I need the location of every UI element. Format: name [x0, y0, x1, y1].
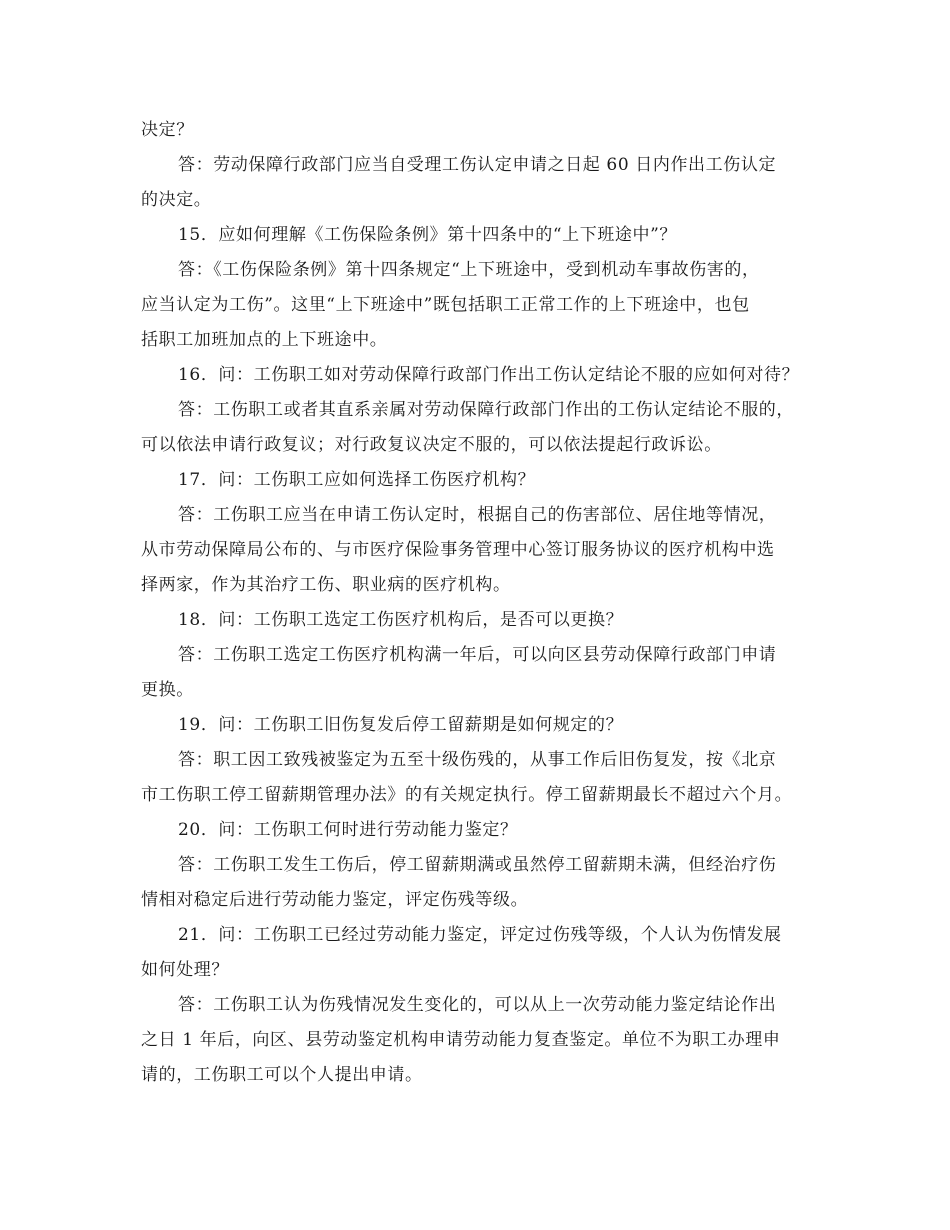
- text-line: 可以依法申请行政复议；对行政复议决定不服的，可以依法提起行政诉讼。: [141, 435, 722, 455]
- text-line: 市工伤职工停工留薪期管理办法》的有关规定执行。停工留薪期最长不超过六个月。: [141, 785, 793, 805]
- answer-line: 答：工伤职工应当在申请工伤认定时，根据自己的伤害部位、居住地等情况，: [178, 505, 777, 525]
- question-line: 15．应如何理解《工伤保险条例》第十四条中的“上下班途中”？: [178, 225, 678, 245]
- text-line: 之日 1 年后，向区、县劳动鉴定机构申请劳动能力复查鉴定。单位不为职工办理申: [141, 1030, 781, 1050]
- question-line: 19．问：工伤职工旧伤复发后停工留薪期是如何规定的？: [178, 715, 624, 735]
- question-line: 16．问：工伤职工如对劳动保障行政部门作出工伤认定结论不服的应如何对待？: [178, 365, 800, 385]
- text-line: 应当认定为工伤”。这里“上下班途中”既包括职工正常工作的上下班途中，也包: [141, 295, 750, 315]
- answer-line: 答：劳动保障行政部门应当自受理工伤认定申请之日起 60 日内作出工伤认定: [178, 155, 777, 175]
- answer-line: 答：工伤职工选定工伤医疗机构满一年后，可以向区县劳动保障行政部门申请: [178, 645, 777, 665]
- text-line: 更换。: [141, 680, 194, 700]
- text-line: 择两家，作为其治疗工伤、职业病的医疗机构。: [141, 575, 511, 595]
- answer-line: 答：工伤职工发生工伤后，停工留薪期满或虽然停工留薪期未满，但经治疗伤: [178, 855, 777, 875]
- answer-line: 答：工伤职工认为伤残情况发生变化的，可以从上一次劳动能力鉴定结论作出: [178, 995, 777, 1015]
- text-line: 情相对稳定后进行劳动能力鉴定，评定伤残等级。: [141, 890, 529, 910]
- question-line: 17．问：工伤职工应如何选择工伤医疗机构？: [178, 470, 536, 490]
- text-line: 从市劳动保障局公布的、与市医疗保险事务管理中心签订服务协议的医疗机构中选: [141, 540, 775, 560]
- answer-line: 答：工伤职工或者其直系亲属对劳动保障行政部门作出的工伤认定结论不服的，: [178, 400, 794, 420]
- answer-line: 答：《工伤保险条例》第十四条规定“上下班途中，受到机动车事故伤害的，: [178, 260, 760, 280]
- question-line: 20．问：工伤职工何时进行劳动能力鉴定？: [178, 820, 518, 840]
- text-line: 的决定。: [141, 190, 212, 210]
- text-line: 括职工加班加点的上下班途中。: [141, 330, 388, 350]
- text-line: 请的，工伤职工可以个人提出申请。: [141, 1065, 423, 1085]
- question-line: 21．问：工伤职工已经过劳动能力鉴定，评定过伤残等级，个人认为伤情发展: [178, 925, 782, 945]
- question-line: 18．问：工伤职工选定工伤医疗机构后，是否可以更换？: [178, 610, 624, 630]
- text-line: 如何处理？: [141, 960, 229, 980]
- text-line: 决定？: [141, 120, 194, 140]
- answer-line: 答：职工因工致残被鉴定为五至十级伤残的，从事工作后旧伤复发，按《北京: [178, 750, 777, 770]
